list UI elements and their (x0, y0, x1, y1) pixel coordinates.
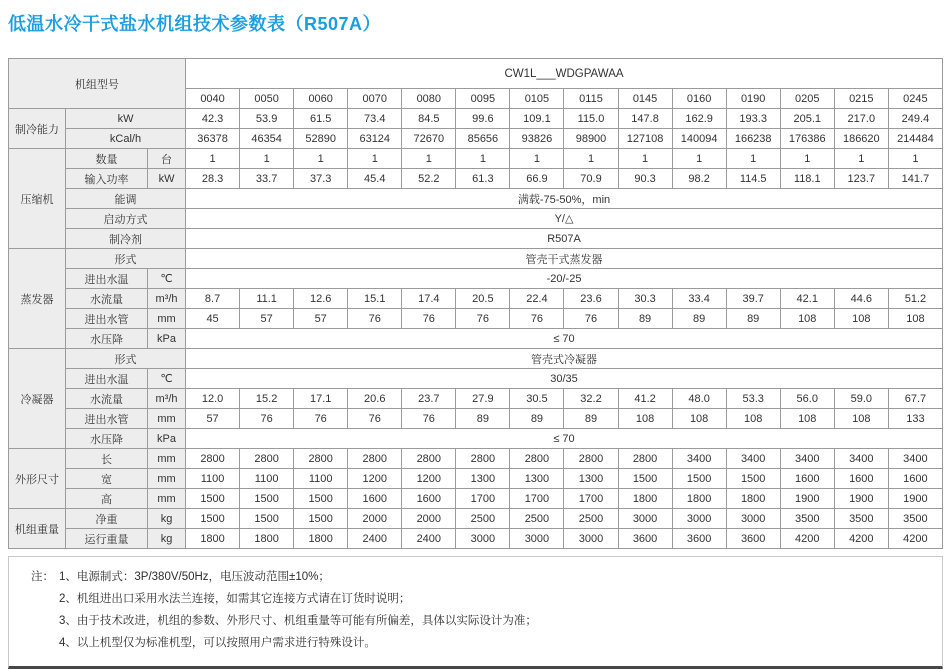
value-cell: 11.1 (240, 289, 294, 309)
row-unit-cell: mm (148, 409, 186, 429)
row-unit-cell: kW (148, 169, 186, 189)
value-cell: 46354 (240, 129, 294, 149)
row-unit-cell: mm (148, 309, 186, 329)
value-cell: 20.6 (348, 389, 402, 409)
value-cell: 66.9 (510, 169, 564, 189)
model-number-cell: 0105 (510, 89, 564, 109)
section-name-cell: 压缩机 (9, 149, 66, 249)
row-unit-cell: ℃ (148, 369, 186, 389)
value-cell: 3000 (672, 509, 726, 529)
value-cell: 41.2 (618, 389, 672, 409)
value-cell: 3400 (672, 449, 726, 469)
note-text: 4、以上机型仅为标准机型，可以按照用户需求进行特殊设计。 (59, 637, 376, 649)
value-cell: 20.5 (456, 289, 510, 309)
value-cell: 147.8 (618, 109, 672, 129)
value-cell: 17.1 (294, 389, 348, 409)
value-cell: 30.5 (510, 389, 564, 409)
value-cell: 89 (672, 309, 726, 329)
model-number-cell: 0040 (186, 89, 240, 109)
model-number-cell: 0160 (672, 89, 726, 109)
table-row (9, 329, 943, 349)
row-label-cell: 进出水温 (66, 269, 148, 289)
value-cell: 1800 (240, 529, 294, 549)
model-number-cell: 0070 (348, 89, 402, 109)
value-cell: 2500 (456, 509, 510, 529)
spec-table (8, 58, 943, 549)
value-cell: 3000 (564, 529, 618, 549)
table-row (9, 229, 943, 249)
value-cell: 1 (240, 149, 294, 169)
value-cell: 108 (834, 409, 888, 429)
value-cell: 22.4 (510, 289, 564, 309)
value-cell: 30.3 (618, 289, 672, 309)
value-cell: 3400 (834, 449, 888, 469)
value-cell: 1500 (294, 509, 348, 529)
value-cell: 53.3 (726, 389, 780, 409)
value-cell: 2800 (240, 449, 294, 469)
value-cell: 1600 (834, 469, 888, 489)
value-cell: 249.4 (888, 109, 942, 129)
table-row (9, 449, 943, 469)
value-cell: 28.3 (186, 169, 240, 189)
value-cell: 2400 (348, 529, 402, 549)
table-row (9, 149, 943, 169)
value-cell: 27.9 (456, 389, 510, 409)
merged-value-cell: R507A (186, 229, 943, 249)
series-code-cell: CW1L___WDGPAWAA (186, 59, 943, 89)
value-cell: 15.1 (348, 289, 402, 309)
value-cell: 76 (402, 309, 456, 329)
table-row (9, 509, 943, 529)
value-cell: 57 (186, 409, 240, 429)
table-row (9, 529, 943, 549)
value-cell: 217.0 (834, 109, 888, 129)
table-row (9, 169, 943, 189)
value-cell: 2800 (456, 449, 510, 469)
model-number-cell: 0145 (618, 89, 672, 109)
value-cell: 193.3 (726, 109, 780, 129)
value-cell: 162.9 (672, 109, 726, 129)
value-cell: 93826 (510, 129, 564, 149)
value-cell: 44.6 (834, 289, 888, 309)
value-cell: 108 (780, 409, 834, 429)
value-cell: 1500 (186, 489, 240, 509)
value-cell: 98.2 (672, 169, 726, 189)
value-cell: 3500 (780, 509, 834, 529)
value-cell: 73.4 (348, 109, 402, 129)
merged-value-cell: Y/△ (186, 209, 943, 229)
value-cell: 2500 (564, 509, 618, 529)
value-cell: 76 (456, 309, 510, 329)
model-number-cell: 0215 (834, 89, 888, 109)
table-row (9, 129, 943, 149)
value-cell: 56.0 (780, 389, 834, 409)
row-label-cell: 宽 (66, 469, 148, 489)
note-prefix (31, 588, 59, 610)
value-cell: 1700 (564, 489, 618, 509)
value-cell: 1 (186, 149, 240, 169)
value-cell: 108 (618, 409, 672, 429)
table-row (9, 369, 943, 389)
value-cell: 2800 (402, 449, 456, 469)
row-label-cell: 水流量 (66, 389, 148, 409)
value-cell: 1300 (564, 469, 618, 489)
value-cell: 1800 (294, 529, 348, 549)
row-label-cell: 形式 (66, 249, 186, 269)
row-label-cell: 数量 (66, 149, 148, 169)
table-row (9, 469, 943, 489)
row-unit-cell: kg (148, 529, 186, 549)
row-label-cell: 能调 (66, 189, 186, 209)
value-cell: 1900 (888, 489, 942, 509)
value-cell: 39.7 (726, 289, 780, 309)
value-cell: 1200 (402, 469, 456, 489)
value-cell: 108 (780, 309, 834, 329)
row-label-cell: 形式 (66, 349, 186, 369)
value-cell: 85656 (456, 129, 510, 149)
value-cell: 3400 (726, 449, 780, 469)
section-name-cell: 机组重量 (9, 509, 66, 549)
value-cell: 42.3 (186, 109, 240, 129)
row-label-cell: 运行重量 (66, 529, 148, 549)
value-cell: 53.9 (240, 109, 294, 129)
value-cell: 3600 (672, 529, 726, 549)
value-cell: 176386 (780, 129, 834, 149)
note-text: 2、机组进出口采用水法兰连接，如需其它连接方式请在订货时说明； (59, 593, 411, 605)
value-cell: 99.6 (456, 109, 510, 129)
note-line (31, 566, 934, 588)
value-cell: 1300 (456, 469, 510, 489)
row-label-cell: 水压降 (66, 329, 148, 349)
table-row (9, 209, 943, 229)
value-cell: 1500 (618, 469, 672, 489)
row-label-cell: 净重 (66, 509, 148, 529)
value-cell: 89 (510, 409, 564, 429)
value-cell: 109.1 (510, 109, 564, 129)
value-cell: 33.4 (672, 289, 726, 309)
value-cell: 123.7 (834, 169, 888, 189)
note-text: 3、由于技术改进，机组的参数、外形尺寸、机组重量等可能有所偏差，具体以实际设计为准； (59, 615, 537, 627)
value-cell: 1800 (618, 489, 672, 509)
value-cell: 45 (186, 309, 240, 329)
section-name-cell: 蒸发器 (9, 249, 66, 349)
row-unit-cell: m³/h (148, 289, 186, 309)
row-unit-cell: kg (148, 509, 186, 529)
table-row (9, 289, 943, 309)
value-cell: 2800 (294, 449, 348, 469)
value-cell: 52.2 (402, 169, 456, 189)
value-cell: 4200 (888, 529, 942, 549)
value-cell: 1 (618, 149, 672, 169)
value-cell: 1100 (240, 469, 294, 489)
value-cell: 76 (240, 409, 294, 429)
value-cell: 1600 (780, 469, 834, 489)
value-cell: 3000 (456, 529, 510, 549)
value-cell: 23.7 (402, 389, 456, 409)
value-cell: 1600 (402, 489, 456, 509)
row-label-cell: kW (66, 109, 186, 129)
merged-value-cell: ≤ 70 (186, 429, 943, 449)
value-cell: 2500 (510, 509, 564, 529)
note-prefix (31, 632, 59, 654)
row-unit-cell: mm (148, 449, 186, 469)
row-label-cell: 启动方式 (66, 209, 186, 229)
table-row (9, 249, 943, 269)
value-cell: 1800 (726, 489, 780, 509)
value-cell: 2000 (402, 509, 456, 529)
row-label-cell: 水流量 (66, 289, 148, 309)
value-cell: 3500 (834, 509, 888, 529)
value-cell: 1500 (186, 509, 240, 529)
value-cell: 1500 (240, 509, 294, 529)
value-cell: 45.4 (348, 169, 402, 189)
value-cell: 70.9 (564, 169, 618, 189)
value-cell: 140094 (672, 129, 726, 149)
value-cell: 108 (834, 309, 888, 329)
value-cell: 118.1 (780, 169, 834, 189)
value-cell: 1100 (186, 469, 240, 489)
value-cell: 48.0 (672, 389, 726, 409)
section-name-cell: 冷凝器 (9, 349, 66, 449)
row-unit-cell: m³/h (148, 389, 186, 409)
value-cell: 214484 (888, 129, 942, 149)
merged-value-cell: 管壳干式蒸发器 (186, 249, 943, 269)
row-label-cell: 进出水管 (66, 409, 148, 429)
model-number-cell: 0095 (456, 89, 510, 109)
row-label-cell: 高 (66, 489, 148, 509)
value-cell: 57 (294, 309, 348, 329)
value-cell: 1 (564, 149, 618, 169)
value-cell: 76 (348, 409, 402, 429)
value-cell: 108 (888, 309, 942, 329)
value-cell: 1 (888, 149, 942, 169)
model-label-cell: 机组型号 (9, 59, 186, 109)
value-cell: 1100 (294, 469, 348, 489)
section-name-cell: 外形尺寸 (9, 449, 66, 509)
section-name-cell: 制冷能力 (9, 109, 66, 149)
value-cell: 63124 (348, 129, 402, 149)
value-cell: 1300 (510, 469, 564, 489)
value-cell: 8.7 (186, 289, 240, 309)
value-cell: 2400 (402, 529, 456, 549)
value-cell: 1700 (510, 489, 564, 509)
row-label-cell: 长 (66, 449, 148, 469)
note-line (31, 588, 934, 610)
value-cell: 205.1 (780, 109, 834, 129)
value-cell: 36378 (186, 129, 240, 149)
model-number-cell: 0080 (402, 89, 456, 109)
value-cell: 89 (726, 309, 780, 329)
row-label-cell: kCal/h (66, 129, 186, 149)
value-cell: 141.7 (888, 169, 942, 189)
table-row (9, 409, 943, 429)
value-cell: 4200 (834, 529, 888, 549)
table-row (9, 309, 943, 329)
value-cell: 98900 (564, 129, 618, 149)
header-row-series (9, 59, 943, 89)
value-cell: 23.6 (564, 289, 618, 309)
note-prefix (31, 610, 59, 632)
value-cell: 3400 (888, 449, 942, 469)
model-number-cell: 0190 (726, 89, 780, 109)
value-cell: 2800 (510, 449, 564, 469)
value-cell: 3600 (726, 529, 780, 549)
value-cell: 2800 (186, 449, 240, 469)
value-cell: 2800 (564, 449, 618, 469)
value-cell: 72670 (402, 129, 456, 149)
merged-value-cell: ≤ 70 (186, 329, 943, 349)
row-label-cell: 输入功率 (66, 169, 148, 189)
model-number-cell: 0245 (888, 89, 942, 109)
value-cell: 12.0 (186, 389, 240, 409)
table-row (9, 389, 943, 409)
value-cell: 1500 (294, 489, 348, 509)
notes-box (8, 556, 943, 669)
value-cell: 115.0 (564, 109, 618, 129)
value-cell: 1 (348, 149, 402, 169)
value-cell: 57 (240, 309, 294, 329)
value-cell: 1 (456, 149, 510, 169)
value-cell: 1 (402, 149, 456, 169)
merged-value-cell: -20/-25 (186, 269, 943, 289)
value-cell: 108 (672, 409, 726, 429)
value-cell: 1 (672, 149, 726, 169)
note-text: 1、电源制式：3P/380V/50Hz，电压波动范围±10%； (59, 571, 330, 583)
value-cell: 3000 (726, 509, 780, 529)
table-row (9, 109, 943, 129)
value-cell: 1200 (348, 469, 402, 489)
value-cell: 67.7 (888, 389, 942, 409)
value-cell: 4200 (780, 529, 834, 549)
spec-table-body (9, 59, 943, 549)
row-unit-cell: ℃ (148, 269, 186, 289)
row-unit-cell: mm (148, 469, 186, 489)
value-cell: 1 (834, 149, 888, 169)
value-cell: 76 (510, 309, 564, 329)
value-cell: 52890 (294, 129, 348, 149)
note-line (31, 632, 934, 654)
row-label-cell: 水压降 (66, 429, 148, 449)
value-cell: 76 (564, 309, 618, 329)
value-cell: 32.2 (564, 389, 618, 409)
value-cell: 2000 (348, 509, 402, 529)
value-cell: 51.2 (888, 289, 942, 309)
value-cell: 1900 (780, 489, 834, 509)
value-cell: 1800 (672, 489, 726, 509)
table-row (9, 429, 943, 449)
value-cell: 15.2 (240, 389, 294, 409)
note-line (31, 610, 934, 632)
value-cell: 3000 (510, 529, 564, 549)
value-cell: 186620 (834, 129, 888, 149)
value-cell: 76 (348, 309, 402, 329)
model-number-cell: 0050 (240, 89, 294, 109)
value-cell: 1 (294, 149, 348, 169)
value-cell: 1600 (348, 489, 402, 509)
row-label-cell: 进出水管 (66, 309, 148, 329)
value-cell: 37.3 (294, 169, 348, 189)
model-number-cell: 0115 (564, 89, 618, 109)
row-unit-cell: mm (148, 489, 186, 509)
table-row (9, 349, 943, 369)
value-cell: 2800 (348, 449, 402, 469)
value-cell: 1600 (888, 469, 942, 489)
value-cell: 1 (780, 149, 834, 169)
value-cell: 114.5 (726, 169, 780, 189)
value-cell: 166238 (726, 129, 780, 149)
model-number-cell: 0060 (294, 89, 348, 109)
value-cell: 3500 (888, 509, 942, 529)
value-cell: 1500 (726, 469, 780, 489)
value-cell: 84.5 (402, 109, 456, 129)
row-label-cell: 制冷剂 (66, 229, 186, 249)
table-row (9, 489, 943, 509)
value-cell: 61.3 (456, 169, 510, 189)
merged-value-cell: 30/35 (186, 369, 943, 389)
table-row (9, 189, 943, 209)
row-label-cell: 进出水温 (66, 369, 148, 389)
value-cell: 17.4 (402, 289, 456, 309)
value-cell: 1900 (834, 489, 888, 509)
value-cell: 1 (510, 149, 564, 169)
value-cell: 3600 (618, 529, 672, 549)
table-row (9, 269, 943, 289)
value-cell: 90.3 (618, 169, 672, 189)
note-prefix: 注： (31, 571, 54, 583)
value-cell: 127108 (618, 129, 672, 149)
value-cell: 12.6 (294, 289, 348, 309)
value-cell: 108 (726, 409, 780, 429)
value-cell: 89 (456, 409, 510, 429)
value-cell: 133 (888, 409, 942, 429)
row-unit-cell: 台 (148, 149, 186, 169)
value-cell: 1500 (672, 469, 726, 489)
value-cell: 59.0 (834, 389, 888, 409)
value-cell: 1700 (456, 489, 510, 509)
value-cell: 89 (618, 309, 672, 329)
value-cell: 42.1 (780, 289, 834, 309)
value-cell: 76 (402, 409, 456, 429)
value-cell: 76 (294, 409, 348, 429)
value-cell: 3000 (618, 509, 672, 529)
value-cell: 61.5 (294, 109, 348, 129)
merged-value-cell: 满载-75-50%，min (186, 189, 943, 209)
row-unit-cell: kPa (148, 429, 186, 449)
value-cell: 2800 (618, 449, 672, 469)
value-cell: 1800 (186, 529, 240, 549)
page-title: 低温水冷干式盐水机组技术参数表（R507A） (8, 14, 382, 34)
row-unit-cell: kPa (148, 329, 186, 349)
model-number-cell: 0205 (780, 89, 834, 109)
merged-value-cell: 管壳式冷凝器 (186, 349, 943, 369)
value-cell: 33.7 (240, 169, 294, 189)
value-cell: 3400 (780, 449, 834, 469)
value-cell: 1 (726, 149, 780, 169)
value-cell: 1500 (240, 489, 294, 509)
value-cell: 89 (564, 409, 618, 429)
